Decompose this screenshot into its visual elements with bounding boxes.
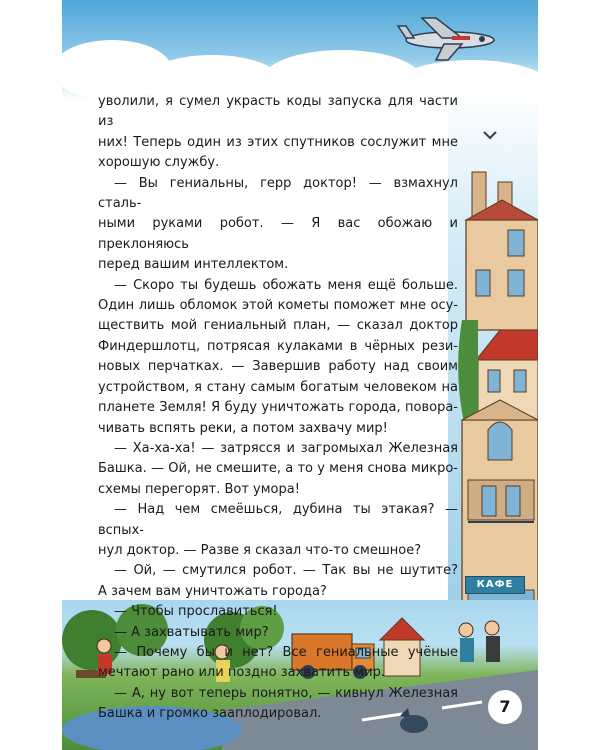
story-line: чивать вспять реки, а потом захвачу мир! <box>98 420 388 436</box>
airplane-icon <box>392 14 502 64</box>
story-line: — Вы гениальны, герр доктор! — взмахнул сталь- <box>98 175 458 212</box>
cafe-sign: КАФЕ <box>465 576 525 594</box>
story-line: планете Земля! Я буду уничтожать города, повора- <box>98 400 458 416</box>
story-line: — А, ну вот теперь понятно, — кивнул Железная <box>114 685 458 701</box>
story-line: Один лишь обломок этой кометы поможет мне осу- <box>98 298 458 314</box>
story-line: мечтают рано или поздно захватить мир. <box>98 665 385 681</box>
story-line: Финдершлотц, потрясая кулаками в чёрных рези- <box>98 338 458 354</box>
story-line: них! Теперь один из этих спутников сослужит мне <box>98 134 458 150</box>
story-text <box>98 92 458 725</box>
story-line: уволили, я сумел украсть коды запуска для части из <box>98 94 458 130</box>
story-line: Башка. — Ой, не смешите, а то у меня снова микро- <box>98 461 458 477</box>
book-page <box>62 0 538 750</box>
story-paragraph <box>98 643 458 684</box>
story-line: ными руками робот. — Я вас обожаю и преклоняюсь <box>98 216 458 252</box>
story-line: — Над чем смеёшься, дубина ты этакая? — вспых- <box>98 502 458 538</box>
story-line: хорошую службу. <box>98 155 220 171</box>
story-paragraph <box>98 561 458 602</box>
story-line: — Ой, — смутился робот. — Так вы не шутите? <box>114 563 458 579</box>
story-paragraph <box>98 439 458 500</box>
story-line: новых перчатках. — Завершив работу над своим <box>98 359 458 375</box>
story-line: — Почему бы и нет? Все гениальные учёные <box>114 644 458 660</box>
story-line: перед вашим интеллектом. <box>98 257 289 273</box>
story-paragraph <box>98 623 458 643</box>
story-line: нул доктор. — Разве я сказал что-то смешное? <box>98 542 422 558</box>
story-line: устройством, я стану самым богатым человеком на <box>98 379 458 395</box>
story-line: — А захватывать мир? <box>114 624 269 640</box>
story-paragraph <box>98 92 458 174</box>
story-line: ществить мой гениальный план, — сказал доктор <box>98 318 458 334</box>
story-paragraph <box>98 174 458 276</box>
story-paragraph <box>98 602 458 622</box>
story-line: — Ха-ха-ха! — затрясся и загромыхал Железная <box>114 440 458 456</box>
story-paragraph <box>98 500 458 561</box>
story-paragraph <box>98 684 458 725</box>
story-line: — Скоро ты будешь обожать меня ещё больше. <box>114 277 458 293</box>
story-line: — Чтобы прославиться! <box>114 604 278 620</box>
page-number: 7 <box>488 690 522 724</box>
town-illustration <box>448 120 538 620</box>
story-line: схемы перегорят. Вот умора! <box>98 481 300 497</box>
story-line: Башка и громко зааплодировал. <box>98 706 322 722</box>
story-line: А зачем вам уничтожать города? <box>98 583 327 599</box>
story-paragraph <box>98 276 458 439</box>
